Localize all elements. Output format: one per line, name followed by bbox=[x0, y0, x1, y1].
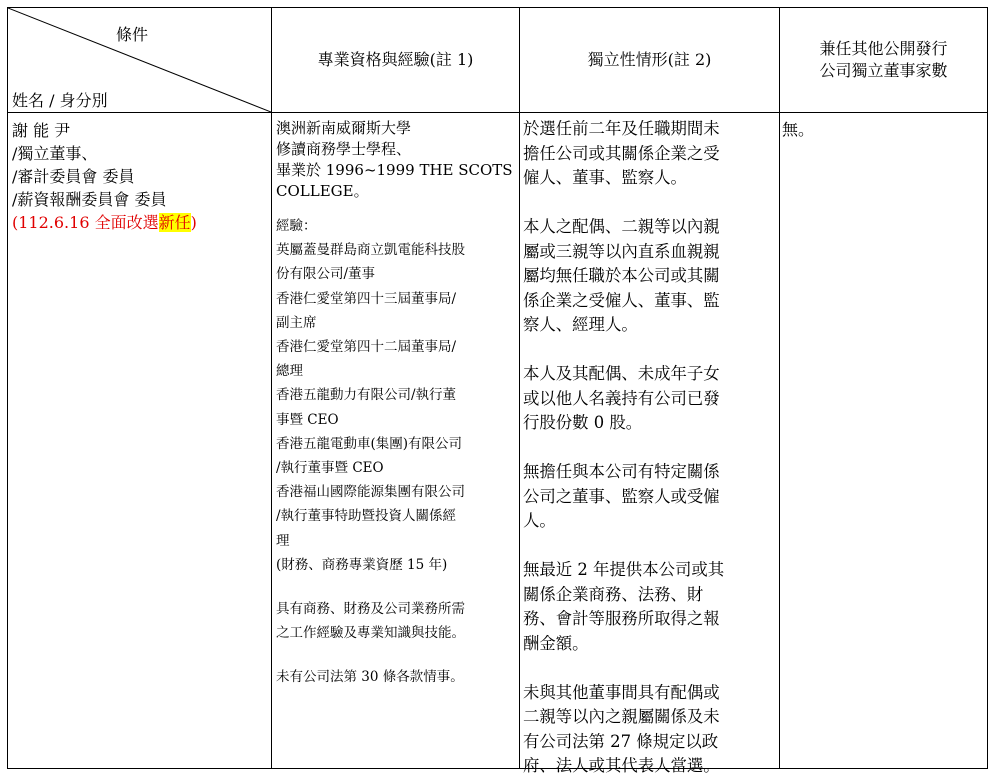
person-role-independent-director: /獨立董事、 bbox=[12, 144, 98, 163]
independence-para-4 bbox=[523, 460, 777, 534]
experience-label: 經驗： bbox=[276, 218, 317, 234]
experience-line: 香港仁愛堂第四十二屆董事局/ bbox=[276, 339, 457, 356]
director-info-table bbox=[7, 7, 988, 775]
person-role-remuneration-committee: /薪資報酬委員會 委員 bbox=[12, 190, 167, 209]
text-line: 無最近 2 年提供本公司或其 bbox=[523, 560, 725, 579]
header-qualifications bbox=[272, 8, 519, 112]
text-line: 係企業之受僱人、董事、監 bbox=[523, 290, 720, 310]
skill-line-1: 具有商務、財務及公司業務所需 bbox=[276, 601, 465, 618]
election-date: (112.6.16 全面改選 bbox=[12, 213, 159, 232]
text-line: 察人、經理人。 bbox=[523, 315, 638, 334]
person-cell bbox=[8, 113, 271, 234]
text-line: 僱人、董事、監察人。 bbox=[523, 168, 687, 187]
header-other-boards-line1: 兼任其他公開發行 bbox=[819, 39, 948, 58]
election-close: ) bbox=[190, 213, 197, 232]
text-line: 關係企業商務、法務、財 bbox=[523, 584, 704, 604]
education-line-4: COLLEGE。 bbox=[276, 182, 369, 200]
header-other-boards bbox=[780, 8, 987, 112]
text-line: 屬均無任職於本公司或其關 bbox=[523, 266, 720, 285]
qualifications-cell bbox=[272, 113, 519, 690]
election-new-badge: 新任 bbox=[158, 213, 191, 232]
text-line: 有公司法第 27 條規定以政 bbox=[523, 731, 719, 751]
text-line: 公司之董事、監察人或受僱 bbox=[523, 486, 720, 506]
experience-line: 副主席 bbox=[276, 314, 317, 331]
education-line-2: 修讀商務學士學程、 bbox=[276, 140, 412, 158]
experience-line: 英屬蓋曼群島商立凱電能科技股 bbox=[276, 242, 465, 259]
experience-line: 事暨 CEO bbox=[276, 411, 339, 428]
header-qualifications-text: 專業資格與經驗(註 1) bbox=[317, 50, 474, 69]
experience-line: 總理 bbox=[276, 363, 303, 380]
other-boards-count: 無。 bbox=[782, 120, 815, 139]
experience-line: 香港五龍動力有限公司/執行董 bbox=[276, 387, 457, 404]
company-law-statement: 未有公司法第 30 條各款情事。 bbox=[276, 669, 464, 686]
header-condition: 條件 bbox=[116, 25, 149, 44]
experience-line: 份有限公司/董事 bbox=[276, 266, 376, 283]
header-independence-text: 獨立性情形(註 2) bbox=[587, 50, 712, 69]
experience-line: 香港五龍電動車(集團)有限公司 bbox=[276, 435, 463, 452]
text-line: 本人之配偶、二親等以內親 bbox=[523, 217, 720, 236]
header-independence bbox=[520, 8, 779, 112]
experience-line: (財務、商務專業資歷 15 年) bbox=[276, 556, 448, 573]
person-role-audit-committee: /審計委員會 委員 bbox=[12, 167, 135, 186]
education-line-3: 畢業於 1996~1999 THE SCOTS bbox=[276, 161, 513, 179]
text-line: 酬金額。 bbox=[523, 633, 589, 653]
person-name: 謝 能 尹 bbox=[12, 121, 71, 140]
text-line: 無擔任與本公司有特定關係 bbox=[523, 462, 720, 481]
text-line: 二親等以內之親屬關係及未 bbox=[523, 707, 720, 726]
text-line: 於選任前二年及任職期間未 bbox=[523, 119, 720, 138]
skill-line-2: 之工作經驗及專業知識與技能。 bbox=[276, 625, 465, 642]
text-line: 或以他人名義持有公司已發 bbox=[523, 388, 720, 408]
header-name-identity: 姓名 / 身分別 bbox=[12, 91, 108, 110]
election-note bbox=[12, 211, 271, 234]
independence-para-6 bbox=[523, 681, 777, 779]
education-line-1: 澳洲新南威爾斯大學 bbox=[276, 119, 412, 137]
text-line: 府、法人或其代表人當選。 bbox=[523, 756, 720, 775]
header-corner-cell bbox=[8, 8, 271, 112]
experience-line: 香港仁愛堂第四十三屆董事局/ bbox=[276, 290, 457, 307]
header-other-boards-line2: 公司獨立董事家數 bbox=[819, 61, 948, 80]
text-line: 務、會計等服務所取得之報 bbox=[523, 609, 720, 628]
independence-para-3 bbox=[523, 362, 777, 436]
independence-para-1 bbox=[523, 117, 777, 191]
experience-line: 香港福山國際能源集團有限公司 bbox=[276, 484, 465, 501]
independence-cell bbox=[520, 113, 779, 779]
text-line: 未與其他董事間具有配偶或 bbox=[523, 682, 720, 702]
text-line: 本人及其配偶、未成年子女 bbox=[523, 364, 720, 383]
experience-line: /執行董事暨 CEO bbox=[276, 460, 384, 477]
text-line: 行股份數 0 股。 bbox=[523, 413, 643, 432]
independence-para-2 bbox=[523, 215, 777, 338]
text-line: 屬或三親等以內直系血親親 bbox=[523, 241, 720, 261]
text-line: 擔任公司或其關係企業之受 bbox=[523, 143, 720, 163]
experience-line: 理 bbox=[276, 532, 290, 549]
experience-line: /執行董事特助暨投資人關係經 bbox=[276, 508, 457, 525]
independence-para-5 bbox=[523, 558, 777, 656]
other-boards-cell bbox=[780, 113, 987, 141]
text-line: 人。 bbox=[523, 511, 556, 530]
